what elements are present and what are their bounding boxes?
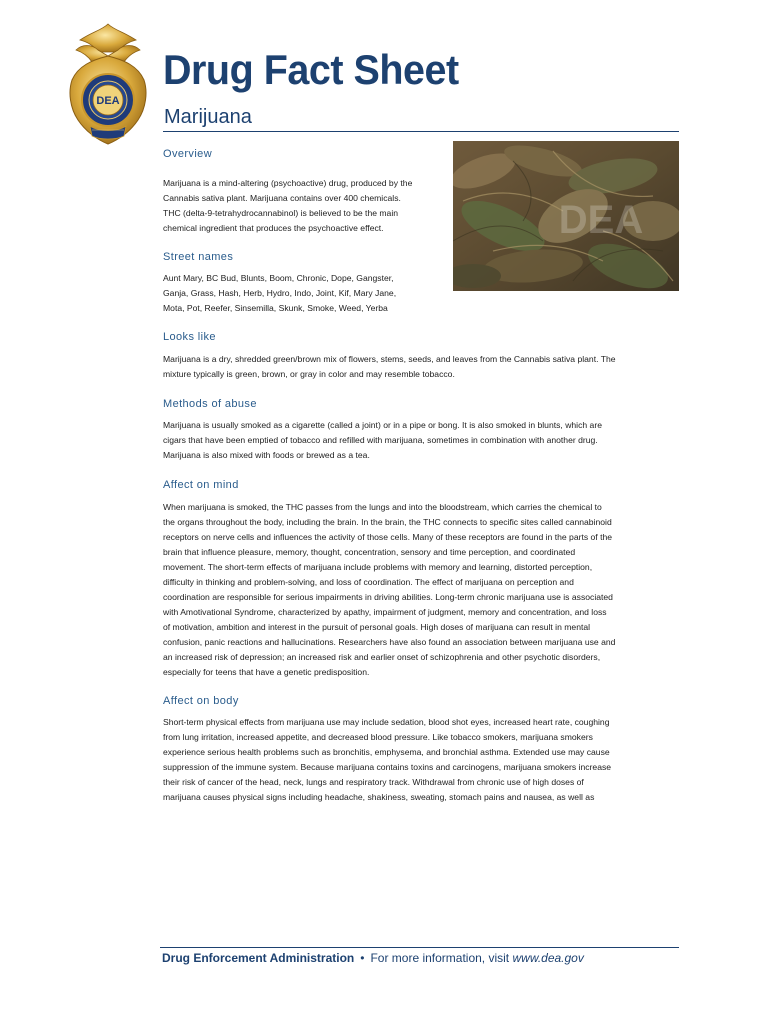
text-line: receptors on nerve cells and influences the activity of those cells. Many of these receptors are found in the parts of the [163,532,613,542]
text-line: suppression of the immune system. Because marijuana contains toxins and carcinogens, marijuana smokers increase [163,762,612,772]
street-names-text [163,271,449,316]
text-line: Ganja, Grass, Hash, Herb, Hydro, Indo, Joint, Kif, Mary Jane, [163,288,397,298]
dea-badge-logo [62,22,154,146]
text-line: an increased risk of depression; an increased risk and earlier onset of schizophrenia and other psychotic disorders, [163,652,601,662]
text-line: cigars that have been emptied of tobacco and refilled with marijuana, sometimes in combination with another drug. [163,435,598,445]
badge-dea-text: DEA [96,95,120,107]
text-line: movement. The short-term effects of marijuana include problems with memory and learning, distorted perception, [163,562,593,572]
text-line: coordination are responsible for serious impairments in driving abilities. Long-term chronic marijuana use is associated [163,592,613,602]
header-divider [163,131,679,132]
text-line: brain that influence pleasure, memory, thought, concentration, sensory and time perception, and coordinated [163,547,576,557]
text-line: Mota, Pot, Reefer, Sinsemilla, Skunk, Smoke, Weed, Yerba [163,303,388,313]
text-line: confusion, panic reactions and hallucinations. Researchers have also found an association between marijuana use and [163,637,616,647]
affect-on-body-text [163,715,679,805]
text-line: Short-term physical effects from marijuana use may include sedation, blood shot eyes, increased heart rate, coughing [163,717,610,727]
marijuana-photo [453,141,679,291]
text-line: Marijuana is usually smoked as a cigarette (called a joint) or in a pipe or bong. It is also smoked in blunts, which are [163,420,602,430]
footer-separator: • [360,951,365,965]
text-line: of motivation, ambition and interest in the pursuit of personal goals. High doses of marijuana can result in mental [163,622,591,632]
overview-text [163,176,449,236]
text-line: the organs throughout the body, including the brain. In the brain, the THC connects to specific sites called cannabinoid [163,517,612,527]
heading-looks-like: Looks like [163,331,216,343]
footer [162,951,584,965]
footer-agency: Drug Enforcement Administration [162,951,355,965]
page-subtitle: Marijuana [164,106,252,128]
text-line: Aunt Mary, BC Bud, Blunts, Boom, Chronic, Dope, Gangster, [163,273,394,283]
text-line: THC (delta-9-tetrahydrocannabinol) is believed to be the main [163,208,399,218]
text-line: their risk of cancer of the head, neck, lungs and respiratory track. Withdrawal from chronic use of high doses of [163,777,584,787]
heading-methods-of-abuse: Methods of abuse [163,398,257,410]
footer-info-text: For more information, visit [370,951,510,965]
text-line: Cannabis sativa plant. Marijuana contains over 400 chemicals. [163,193,401,203]
heading-affect-on-body: Affect on body [163,695,239,707]
footer-link[interactable]: www.dea.gov [512,951,584,965]
photo-watermark: DEA [558,198,644,242]
text-line: from lung irritation, increased appetite, and decreased blood pressure. Like tobacco smokers, marijuana smokers [163,732,593,742]
heading-street-names: Street names [163,251,234,263]
footer-divider [160,947,679,948]
text-line: difficulty in thinking and problem-solving, and loss of coordination. The effect of marijuana on perception and [163,577,574,587]
text-line: chemical ingredient that produces the psychoactive effect. [163,223,384,233]
text-line: especially for teens that have a genetic predisposition. [163,667,370,677]
text-line: When marijuana is smoked, the THC passes from the lungs and into the bloodstream, which carries the chemical to [163,502,602,512]
heading-overview: Overview [163,148,213,160]
heading-affect-on-mind: Affect on mind [163,479,239,491]
text-line: experience serious health problems such as bronchitis, emphysema, and bronchial asthma. Extended use may cause [163,747,610,757]
page-title: Drug Fact Sheet [163,46,459,93]
text-line: Marijuana is a mind-altering (psychoactive) drug, produced by the [163,178,413,188]
text-line: Marijuana is also mixed with foods or brewed as a tea. [163,450,370,460]
looks-like-text [163,352,679,382]
text-line: with Amotivational Syndrome, characterized by apathy, impairment of judgment, memory and concentration, and loss [163,607,607,617]
text-line: marijuana causes physical signs including headache, shakiness, sweating, stomach pains and nausea, as well as [163,792,595,802]
methods-text [163,418,679,463]
affect-on-mind-text [163,500,679,680]
text-line: mixture typically is green, brown, or gray in color and may resemble tobacco. [163,369,455,379]
text-line: Marijuana is a dry, shredded green/brown mix of flowers, stems, seeds, and leaves from the Cannabis sativa plant. The [163,354,616,364]
